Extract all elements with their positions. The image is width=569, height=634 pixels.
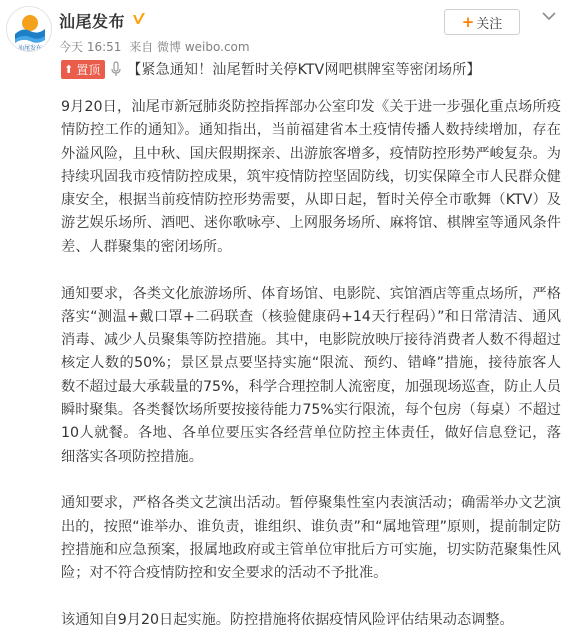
headline-title: 【紧急通知！汕尾暂时关停KTV网吧棋牌室等密闭场所】: [127, 62, 481, 78]
microphone-icon[interactable]: [111, 61, 121, 77]
headline-row: [61, 58, 481, 80]
pinned-badge: [61, 60, 105, 79]
post-paragraph: 通知要求，各类文化旅游场所、体育场馆、电影院、宾馆酒店等重点场所，严格落实“测温+戴口罩+二码联查（核验健康码+14天行程码）”和日常清洁、通风消毒、减少人员聚集等防控措施。其中，电影院放映厅接待消费者人数不得超过核定人数的50%；景区景点要坚持实施“限流、预约、错峰”措施，接待旅客人数不超过最大承载量的75%，科学合理控制人流密度，加强现场巡查，防止人员瞬时聚集。各类餐饮场所要按接待能力75%实行限流，每个包房（每桌）不超过10人就餐。各地、各单位要压实各经营单位防控主体责任，做好信息登记，落细落实各项防控措施。: [61, 285, 561, 465]
account-name[interactable]: 汕尾发布: [59, 12, 126, 31]
post-paragraph: 该通知自9月20日起实施。防控措施将依据疫情风险评估结果动态调整。: [61, 612, 514, 629]
post-time[interactable]: 今天 16:51: [59, 40, 122, 54]
verified-badge-icon: [131, 11, 147, 27]
avatar-logo-icon: [7, 7, 52, 52]
post-source[interactable]: 来自 微博 weibo.com: [129, 40, 250, 54]
post-meta: [59, 38, 254, 55]
pin-arrow-icon: ⬆: [64, 62, 74, 76]
post-paragraph: 9月20日，汕尾市新冠肺炎防控指挥部办公室印发《关于进一步强化重点场所疫情防控工作的通知》。通知指出，当前福建省本土疫情传播人数持续增加，存在外溢风险，且中秋、国庆假期探亲、出游旅客增多，疫情防控形势严峻复杂。为持续巩固我市疫情防控成果，筑牢疫情防控坚固防线，切实保障全市人民群众健康安全，根据当前疫情防控形势需要，从即日起，暂时关停全市歌舞（KTV）及游艺娱乐场所、酒吧、迷你歌咏亭、上网服务场所、麻将馆、棋牌室等通风条件差、人群聚集的密闭场所。: [61, 99, 561, 255]
post-body: [61, 96, 561, 634]
chevron-down-icon[interactable]: [541, 10, 557, 22]
follow-button[interactable]: [444, 9, 520, 35]
avatar-text: 汕尾发布: [17, 45, 43, 52]
post-header: [0, 0, 569, 86]
avatar[interactable]: [6, 6, 52, 52]
plus-icon: +: [461, 13, 475, 31]
pinned-badge-label: 置顶: [76, 62, 101, 77]
follow-button-label: 关注: [476, 16, 503, 32]
post-paragraph: 通知要求，严格各类文艺演出活动。暂停聚集性室内表演活动；确需举办文艺演出的，按照“谁举办、谁负责，谁组织、谁负责”和“属地管理”原则，提前制定防控措施和应急预案，报属地政府或主管单位审批后方可实施，切实防范聚集性风险；对不符合疫情防控和安全要求的活动不予批准。: [61, 495, 561, 582]
